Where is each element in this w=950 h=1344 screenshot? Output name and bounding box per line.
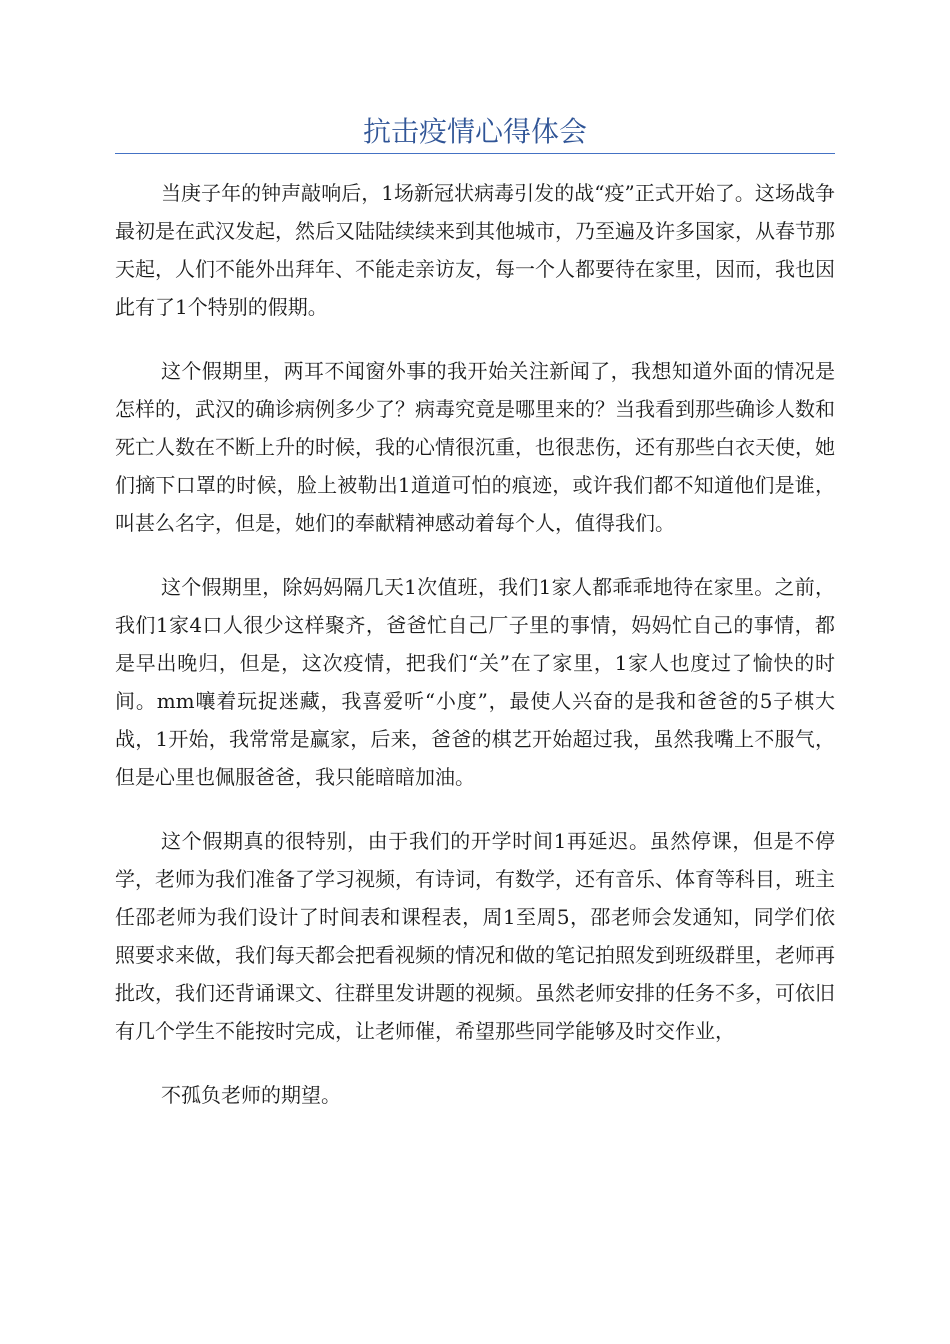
paragraph: 这个假期真的很特别，由于我们的开学时间1再延迟。虽然停课，但是不停学，老师为我们准备了学习视频，有诗词，有数学，还有音乐、体育等科目，班主任邵老师为我们设计了时间表和课程表，周1至周5，邵老师会发通知，同学们依照要求来做，我们每天都会把看视频的情况和做的笔记拍照发到班级群里，老师再批改，我们还背诵课文、往群里发讲题的视频。虽然老师安排的任务不多，可依旧有几个学生不能按时完成，让老师催，希望那些同学能够及时交作业， bbox=[115, 829, 835, 1043]
paragraph: 不孤负老师的期望。 bbox=[161, 1083, 341, 1107]
paragraph: 这个假期里，除妈妈隔几天1次值班，我们1家人都乖乖地待在家里。之前，我们1家4口人很少这样聚齐，爸爸忙自己厂子里的事情，妈妈忙自己的事情，都是早出晚归，但是，这次疫情，把我们“关”在了家里，1家人也度过了愉快的时间。mm嚷着玩捉迷藏，我喜爱听“小度”，最使人兴奋的是我和爸爸的5子棋大战，1开始，我常常是赢家，后来，爸爸的棋艺开始超过我，虽然我嘴上不服气，但是心里也佩服爸爸，我只能暗暗加油。 bbox=[115, 575, 835, 789]
document-body bbox=[115, 174, 835, 1140]
document-title: 抗击疫情心得体会 bbox=[362, 115, 587, 148]
title-underline bbox=[115, 153, 835, 154]
paragraph: 当庚子年的钟声敲响后，1场新冠状病毒引发的战“疫”正式开始了。这场战争最初是在武汉发起，然后又陆陆续续来到其他城市，乃至遍及许多国家，从春节那天起，人们不能外出拜年、不能走亲访友，每一个人都要待在家里，因而，我也因此有了1个特别的假期。 bbox=[115, 181, 835, 319]
paragraph: 这个假期里，两耳不闻窗外事的我开始关注新闻了，我想知道外面的情况是怎样的，武汉的确诊病例多少了？病毒究竟是哪里来的？当我看到那些确诊人数和死亡人数在不断上升的时候，我的心情很沉重，也很悲伤，还有那些白衣天使，她们摘下口罩的时候，脸上被勒出1道道可怕的痕迹，或许我们都不知道他们是谁，叫甚么名字，但是，她们的奉献精神感动着每个人，值得我们。 bbox=[115, 359, 835, 535]
